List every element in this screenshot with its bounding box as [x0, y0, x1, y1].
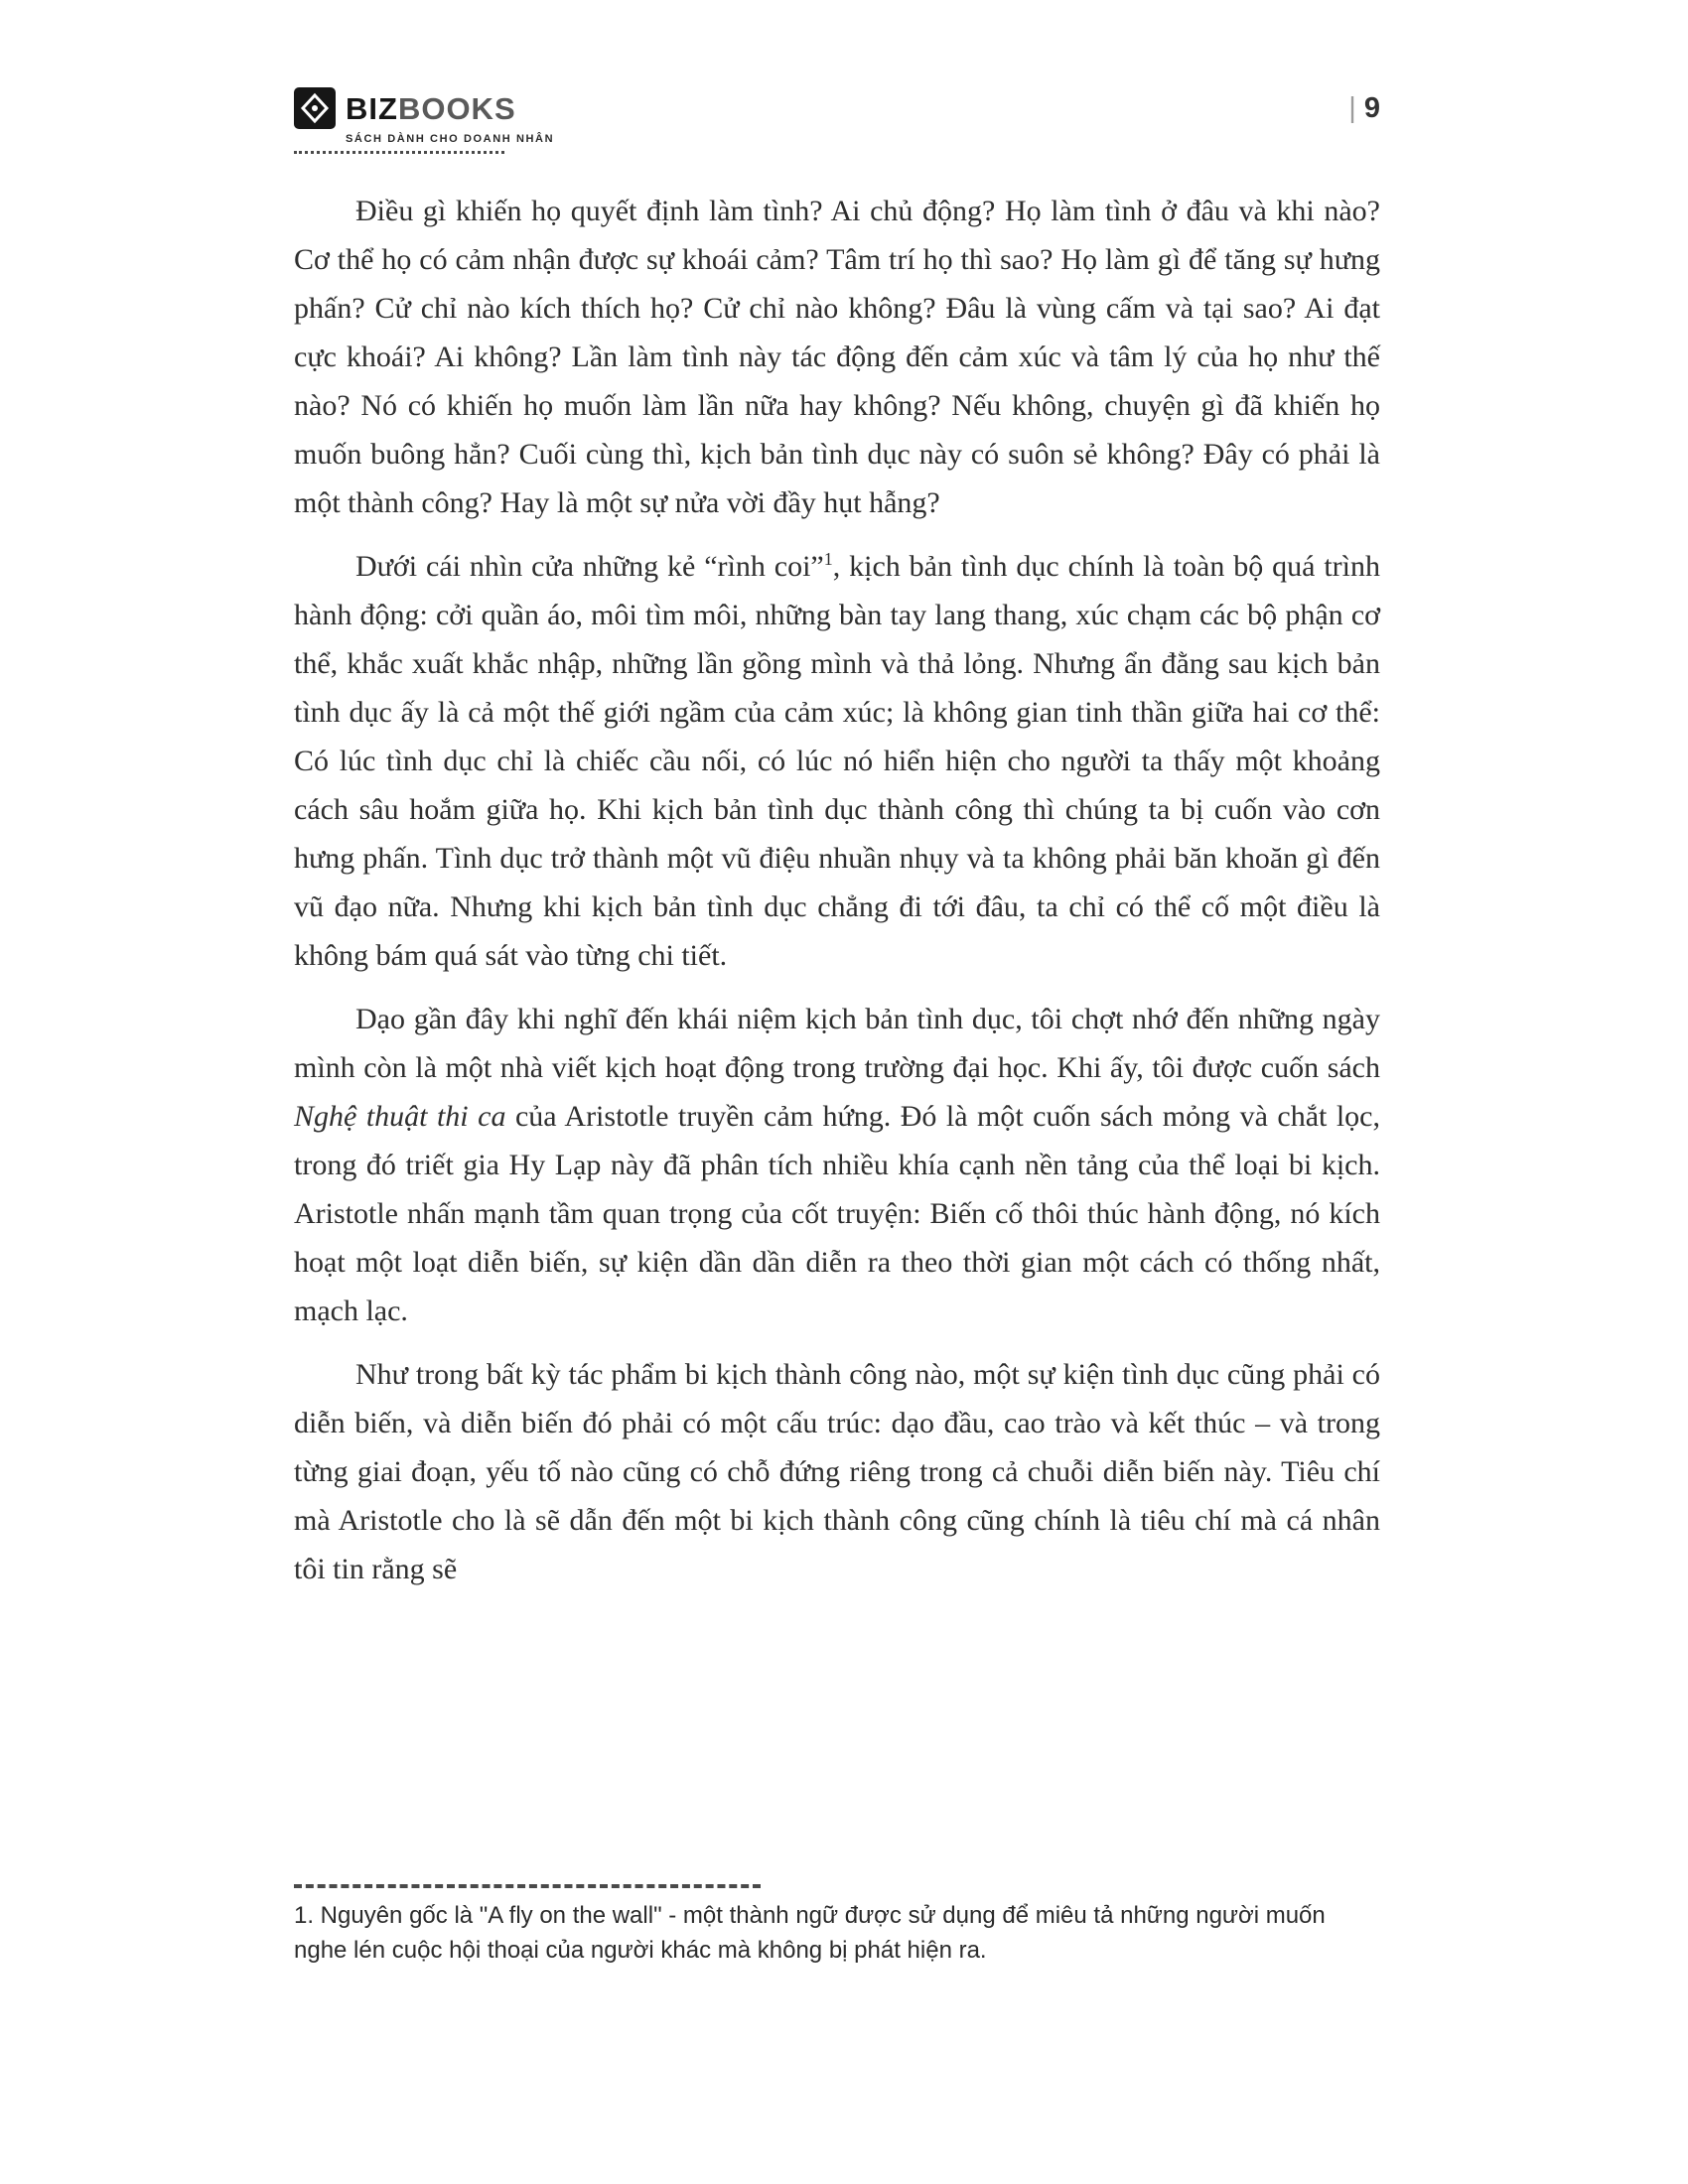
logo-row [294, 87, 554, 129]
text-run: , kịch bản tình dục chính là toàn bộ quá trình hành động: cởi quần áo, môi tìm môi, những bàn tay lang thang, xúc chạm các bộ phận cơ thể, khắc xuất khắc nhập, những lần gồng mình và thả lỏng. Nhưng ẩn đằng sau kịch bản tình dục ấy là cả một thế giới ngầm của cảm xúc; là không gian tinh thần giữa hai cơ thể: Có lúc tình dục chỉ là chiếc cầu nối, có lúc nó hiển hiện cho người ta thấy một khoảng cách sâu hoắm giữa họ. Khi kịch bản tình dục thành công thì chúng ta bị cuốn vào cơn hưng phấn. Tình dục trở thành một vũ điệu nhuần nhụy và ta không phải băn khoăn gì đến vũ đạo nữa. Nhưng khi kịch bản tình dục chẳng đi tới đâu, ta chỉ có thể cố một điều là không bám quá sát vào từng chi tiết. [294, 550, 1380, 972]
page-number-separator: | [1348, 92, 1356, 124]
logo-text [346, 90, 516, 126]
paragraph [294, 995, 1380, 1335]
page-number-value: 9 [1363, 92, 1380, 124]
footnote-separator [294, 1884, 761, 1888]
logo-books: BOOKS [397, 90, 516, 126]
text-run: Dưới cái nhìn cửa những kẻ “rình coi” [355, 550, 824, 583]
logo-decorative-line [294, 151, 504, 154]
text-run: Dạo gần đây khi nghĩ đến khái niệm kịch bản tình dục, tôi chợt nhớ đến những ngày mình còn là một nhà viết kịch hoạt động trong trường đại học. Khi ấy, tôi được cuốn sách [294, 1003, 1380, 1084]
text-run: Như trong bất kỳ tác phẩm bi kịch thành công nào, một sự kiện tình dục cũng phải có diễn biến, và diễn biến đó phải có một cấu trúc: dạo đầu, cao trào và kết thúc – và trong từng giai đoạn, yếu tố nào cũng có chỗ đứng riêng trong cả chuỗi diễn biến này. Tiêu chí mà Aristotle cho là sẽ dẫn đến một bi kịch thành công cũng chính là tiêu chí mà cá nhân tôi tin rằng sẽ [294, 1358, 1380, 1585]
body-paragraphs [294, 187, 1380, 1608]
text-run: Nghệ thuật thi ca [294, 1100, 506, 1133]
bizbooks-logo [294, 87, 554, 154]
paragraph [294, 1350, 1380, 1593]
logo-tagline: SÁCH DÀNH CHO DOANH NHÂN [346, 133, 555, 145]
text-run: Điều gì khiến họ quyết định làm tình? Ai chủ động? Họ làm tình ở đâu và khi nào? Cơ thể họ có cảm nhận được sự khoái cảm? Tâm trí họ thì sao? Họ làm gì để tăng sự hưng phấn? Cử chỉ nào kích thích họ? Cử chỉ nào không? Đâu là vùng cấm và tại sao? Ai đạt cực khoái? Ai không? Lần làm tình này tác động đến cảm xúc và tâm lý của họ như thế nào? Nó có khiến họ muốn làm lần nữa hay không? Nếu không, chuyện gì đã khiến họ muốn buông hẳn? Cuối cùng thì, kịch bản tình dục này có suôn sẻ không? Đây có phải là một thành công? Hay là một sự nửa vời đầy hụt hẫng? [294, 195, 1380, 519]
paragraph [294, 187, 1380, 527]
text-run: của Aristotle truyền cảm hứng. Đó là một cuốn sách mỏng và chắt lọc, trong đó triết gia Hy Lạp này đã phân tích nhiều khía cạnh nền tảng của thể loại bi kịch. Aristotle nhấn mạnh tầm quan trọng của cốt truyện: Biến cố thôi thúc hành động, nó kích hoạt một loạt diễn biến, sự kiện dần dần diễn ra theo thời gian một cách có thống nhất, mạch lạc. [294, 1100, 1380, 1327]
footnote-text: 1. Nguyên gốc là "A fly on the wall" - một thành ngữ được sử dụng để miêu tả những người muốn nghe lén cuộc hội thoại của người khác mà không bị phát hiện ra. [294, 1902, 1326, 1964]
footnote-reference: 1 [823, 549, 833, 569]
footnote [294, 1884, 1380, 1968]
page-number [1348, 87, 1380, 129]
paragraph [294, 542, 1380, 980]
page-header [294, 87, 1380, 154]
bizbooks-logo-icon [294, 87, 336, 129]
logo-biz: BIZ [346, 90, 398, 126]
